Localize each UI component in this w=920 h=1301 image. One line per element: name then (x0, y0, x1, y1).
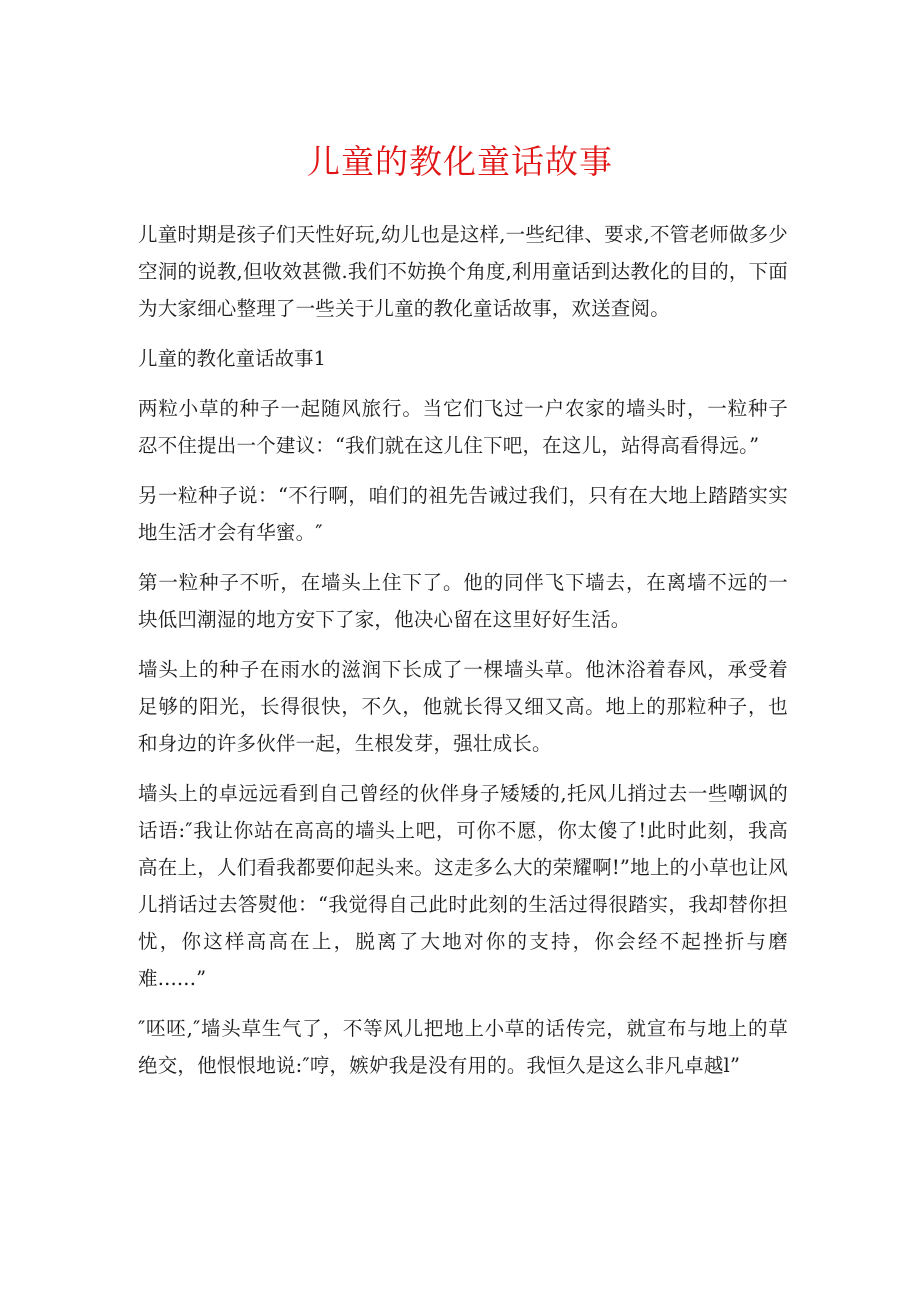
story-paragraph-5: 墙头上的卓远远看到自己曾经的伙伴身子矮矮的,托风儿捎过去一些嘲讽的话语:″我让你站在高高的墙头上吧，可你不愿，你太傻了!此时此刻，我高高在上，人们看我都要仰起头来。这走多么大的荣耀啊!”地上的小草也让风儿捎话过去答熨他：“我觉得自己此时此刻的生活过得很踏实，我却替你担忧，你这样高高在上，脱离了大地对你的支持，你会经不起挫折与磨难......” (138, 782, 788, 990)
story-paragraph-6: ″呸呸,″墙头草生气了，不等风儿把地上小草的话传完，就宣布与地上的草绝交，他恨恨地说:″哼，嫉妒我是没有用的。我恒久是这么非凡卓越l” (138, 1017, 788, 1077)
story-paragraph-4: 墙头上的种子在雨水的滋润下长成了一棵墙头草。他沐浴着春风，承受着足够的阳光，长得很快，不久，他就长得又细又高。地上的那粒种子，也和身边的许多伙伴一起，生根发芽，强壮成长。 (138, 658, 788, 755)
story-paragraph-1: 两粒小草的种子一起随风旅行。当它们飞过一户农家的墙头时，一粒种子忍不住提出一个建议：“我们就在这儿住下吧，在这儿，站得高看得远。” (138, 397, 788, 457)
story-heading: 儿童的教化童话故事1 (138, 347, 326, 370)
document-body (138, 216, 788, 1097)
intro-paragraph: 儿童时期是孩子们天性好玩,幼儿也是这样,一些纪律、要求,不管老师做多少空洞的说教,但收效甚微.我们不妨换个角度,利用童话到达教化的目的，下面为大家细心整理了一些关于儿童的教化童话故事，欢送查阅。 (138, 223, 788, 320)
document-title: 儿童的教化童话故事 (307, 142, 613, 181)
story-paragraph-3: 第一粒种子不听，在墙头上住下了。他的同伴飞下墙去，在离墙不远的一块低凹潮湿的地方安下了家，他决心留在这里好好生活。 (138, 571, 788, 631)
story-paragraph-2: 另一粒种子说：“不行啊，咱们的祖先告诫过我们，只有在大地上踏踏实实地生活才会有华蜜。″ (138, 484, 788, 544)
